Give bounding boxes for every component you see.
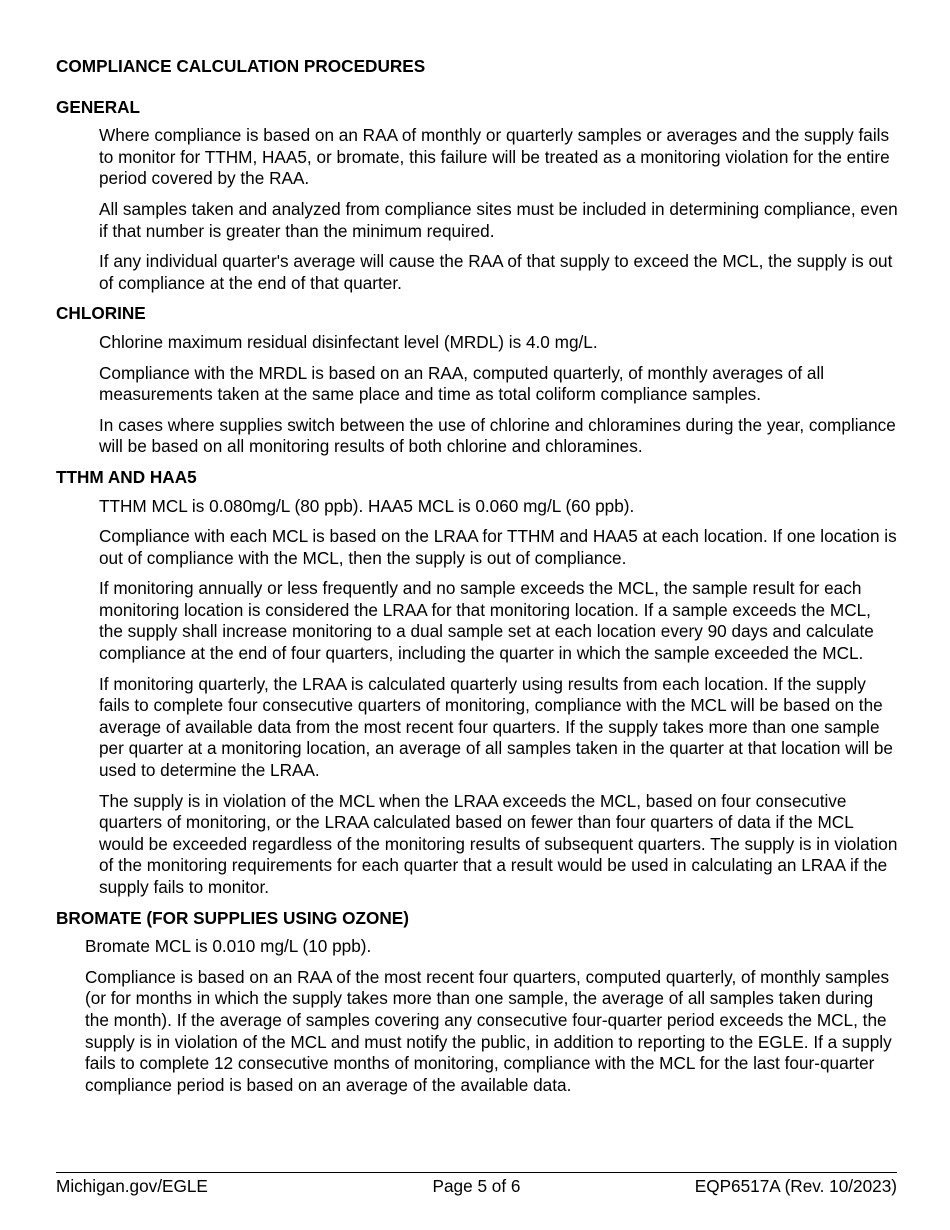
paragraph: Compliance with each MCL is based on the LRAA for TTHM and HAA5 at each location. If one location is out of compliance with the MCL, then the supply is out of compliance.	[99, 526, 897, 568]
paragraph: All samples taken and analyzed from compliance sites must be included in determining compliance, even if that number is greater than the minimum required.	[99, 198, 898, 241]
paragraph: TTHM MCL is 0.080mg/L (80 ppb). HAA5 MCL is 0.060 mg/L (60 ppb).	[99, 495, 635, 516]
section-general	[56, 97, 898, 295]
footer-page-number: Page 5 of 6	[432, 1176, 521, 1196]
document-body	[56, 56, 898, 1105]
paragraph: Where compliance is based on an RAA of monthly or quarterly samples or averages and the supply fails to monitor for TTHM, HAA5, or bromate, this failure will be treated as a monitoring violation for the entire period covered by the RAA.	[99, 125, 890, 189]
footer-form-id: EQP6517A (Rev. 10/2023)	[694, 1176, 897, 1196]
section-tthm-haa5	[56, 467, 898, 899]
paragraph: If monitoring quarterly, the LRAA is calculated quarterly using results from each location. If the supply fails to complete four consecutive quarters of monitoring, compliance with the MCL will be based on the average of available data from the most recent four quarters. If the supply takes more than one sample per quarter at a monitoring location, an average of all samples taken in the quarter at that location will be used to determine the LRAA.	[99, 673, 893, 781]
section-heading-bromate: BROMATE (FOR SUPPLIES USING OZONE)	[56, 907, 409, 928]
section-heading-general: GENERAL	[56, 96, 141, 117]
footer-website: Michigan.gov/EGLE	[56, 1176, 208, 1196]
page-title: COMPLIANCE CALCULATION PROCEDURES	[56, 56, 426, 76]
section-heading-tthm-haa5: TTHM AND HAA5	[56, 466, 197, 487]
paragraph: The supply is in violation of the MCL when the LRAA exceeds the MCL, based on four consecutive quarters of monitoring, or the LRAA calculated based on fewer than four quarters of data if the MCL would be exceeded regardless of the monitoring results of subsequent quarters. The supply is in violation of the monitoring requirements for each quarter that a result would be used in calculating an LRAA if the supply fails to monitor.	[99, 790, 898, 897]
section-heading-chlorine: CHLORINE	[56, 303, 146, 324]
paragraph: If monitoring annually or less frequently and no sample exceeds the MCL, the sample result for each monitoring location is considered the LRAA for that monitoring location. If a sample exceeds the MCL, the supply shall increase monitoring to a dual sample set at each location every 90 days and calculate compliance at the end of four quarters, including the quarter in which the sample exceeded the MCL.	[99, 578, 874, 664]
section-bromate	[56, 908, 898, 1097]
paragraph: Compliance is based on an RAA of the most recent four quarters, computed quarterly, of monthly samples (or for months in which the supply takes more than one sample, the average of all samples taken during the month). If the average of samples covering any consecutive four-quarter period exceeds the MCL, the supply is in violation of the MCL and must notify the public, in addition to reporting to the EGLE. If a supply fails to complete 12 consecutive months of monitoring, compliance with the MCL for the last four-quarter compliance period is based on an average of the available data.	[85, 966, 892, 1095]
paragraph: Chlorine maximum residual disinfectant level (MRDL) is 4.0 mg/L.	[99, 331, 598, 352]
paragraph: In cases where supplies switch between the use of chlorine and chloramines during the year, compliance will be based on all monitoring results of both chlorine and chloramines.	[99, 414, 896, 457]
paragraph: Bromate MCL is 0.010 mg/L (10 ppb).	[85, 936, 372, 957]
paragraph: If any individual quarter's average will cause the RAA of that supply to exceed the MCL, the supply is out of compliance at the end of that quarter.	[99, 251, 893, 293]
page-footer	[56, 1172, 897, 1198]
paragraph: Compliance with the MRDL is based on an RAA, computed quarterly, of monthly averages of all measurements taken at the same place and time as total coliform compliance samples.	[99, 362, 825, 405]
section-chlorine	[56, 303, 898, 458]
